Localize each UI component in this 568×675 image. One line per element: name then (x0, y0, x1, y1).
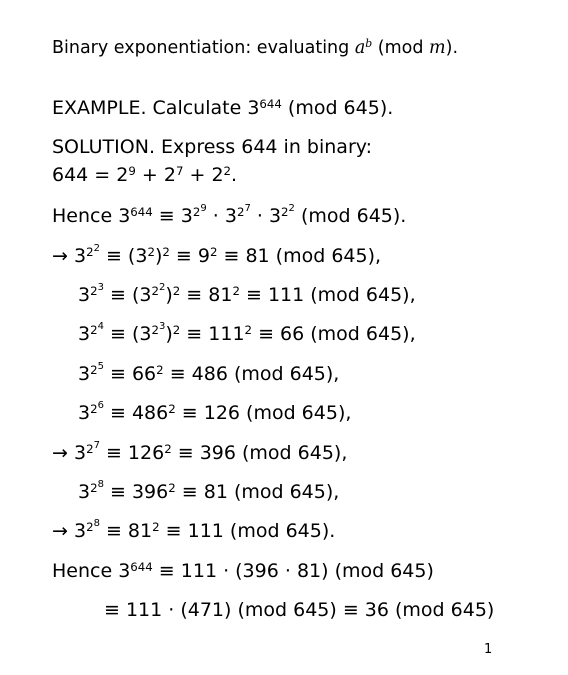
binary-exp: 2 (223, 163, 232, 178)
exponent: 2 (168, 401, 176, 416)
hence-text: · 3 (250, 205, 282, 227)
binary-term: 644 = 2 (52, 164, 129, 186)
hence-exp-nested: 9 (200, 203, 207, 215)
exponent: 2 (152, 519, 160, 534)
step-line (78, 480, 339, 504)
hence-text: · 3 (206, 205, 237, 227)
hence-text: ≡ 3 (152, 205, 193, 227)
math-term: 3 (78, 481, 91, 503)
arrow-marker: → (52, 245, 74, 267)
math-term: 3 (73, 520, 87, 542)
title-mod-open: (mod (372, 38, 430, 58)
exponent: 2 (244, 322, 253, 337)
exponent: 2 (162, 244, 170, 259)
hence-text: Hence 3 (52, 560, 131, 582)
final-result-line (104, 598, 494, 622)
hence-exp: 644 (130, 204, 153, 219)
math-term: ≡ 81 (mod 645), (217, 245, 382, 267)
binary-exp: 9 (128, 163, 136, 178)
exponent (193, 205, 207, 219)
math-term: ≡ 126 (99, 442, 165, 464)
solution-text: SOLUTION. Express 644 in binary: (52, 136, 373, 158)
exponent: 2 (93, 243, 100, 255)
hence-exp-nested: 7 (244, 203, 251, 215)
slide-title (52, 36, 458, 60)
step-line (78, 283, 416, 307)
exponent: 2 (232, 283, 240, 298)
binary-exp: 7 (175, 163, 184, 178)
step-line (78, 322, 416, 346)
exponent: 3 (97, 282, 104, 294)
exponent (237, 205, 251, 219)
example-exponent: 644 (259, 96, 282, 111)
step-line (52, 244, 381, 268)
math-term: 3 (73, 245, 87, 267)
math-term: 2 (90, 283, 98, 298)
arrow-marker: → (52, 442, 74, 464)
math-term: 3 (78, 363, 91, 385)
exponent (90, 402, 104, 416)
exponent: 8 (93, 518, 100, 530)
hence-exp: 2 (236, 204, 245, 219)
exponent (86, 245, 100, 259)
math-term: 2 (151, 283, 159, 298)
exponent (90, 323, 104, 337)
hence-exp-nested: 2 (288, 203, 295, 215)
math-term: ≡ (3 (103, 323, 152, 345)
math-term: 3 (78, 323, 91, 345)
example-text: EXAMPLE. Calculate 3 (52, 97, 260, 119)
binary-expansion-line (52, 163, 237, 187)
binary-term: . (231, 164, 238, 186)
title-mod-var: m (429, 38, 446, 58)
title-base: a (354, 38, 366, 58)
binary-term: + 2 (135, 164, 176, 186)
exponent: 2 (164, 441, 172, 456)
hence-line-1 (52, 204, 406, 228)
math-term: ≡ 111 (mod 645), (239, 284, 416, 306)
title-text: Binary exponentiation: evaluating (52, 38, 355, 58)
exponent (151, 284, 165, 298)
exponent: 2 (172, 322, 181, 337)
math-term: 2 (90, 322, 98, 337)
exponent: 2 (209, 244, 218, 259)
exponent (86, 442, 100, 456)
math-term: 2 (90, 401, 98, 416)
exponent (281, 205, 295, 219)
step-line (78, 401, 351, 425)
math-term: ≡ 9 (169, 245, 210, 267)
page-number: 1 (484, 642, 493, 657)
title-mod-close: ). (445, 38, 459, 58)
exponent: 3 (158, 321, 166, 333)
hence-exp: 2 (192, 204, 201, 219)
step-line (78, 362, 339, 386)
math-term: ≡ 486 (mod 645), (163, 363, 340, 385)
exponent: 2 (158, 282, 166, 294)
math-term: ≡ 81 (180, 284, 233, 306)
exponent: 2 (168, 480, 176, 495)
math-term: ≡ 111 (mod 645). (159, 520, 336, 542)
math-term: 3 (78, 402, 91, 424)
math-term: 2 (90, 480, 98, 495)
exponent (90, 481, 104, 495)
math-term: ≡ 126 (mod 645), (175, 402, 352, 424)
exponent (86, 520, 100, 534)
step-line (52, 519, 335, 543)
exponent: 2 (147, 244, 155, 259)
math-term: 3 (78, 284, 91, 306)
math-term: ≡ 66 (mod 645), (252, 323, 416, 345)
exponent: 7 (93, 440, 100, 452)
math-term: ≡ 81 (99, 520, 153, 542)
math-term: ≡ (3 (99, 245, 148, 267)
exponent: 8 (97, 479, 104, 491)
math-term: ≡ (3 (103, 284, 152, 306)
exponent: 2 (156, 362, 164, 377)
example-line (52, 96, 393, 120)
arrow-marker: → (52, 520, 74, 542)
math-term: 2 (86, 441, 94, 456)
exponent: 4 (97, 321, 104, 333)
math-term: 2 (86, 244, 94, 259)
exponent (90, 363, 104, 377)
step-line (52, 441, 347, 465)
math-term: ≡ 81 (mod 645), (175, 481, 340, 503)
final-text: ≡ 111 · (471) (mod 645) ≡ 36 (mod 645) (104, 599, 495, 621)
hence-line-2 (52, 559, 434, 583)
exponent: 5 (97, 361, 104, 373)
example-tail: (mod 645). (281, 97, 394, 119)
math-term: 2 (90, 362, 98, 377)
exponent: 2 (172, 283, 181, 298)
exponent: 6 (97, 400, 104, 412)
exponent (151, 323, 165, 337)
math-term: 2 (86, 519, 94, 534)
math-term: ≡ 111 (180, 323, 245, 345)
exponent (90, 284, 104, 298)
title-exponent: b (365, 37, 373, 51)
hence-exp: 2 (281, 204, 289, 219)
hence-text: (mod 645). (294, 205, 407, 227)
hence-exp: 644 (130, 559, 153, 574)
math-term: 2 (151, 322, 159, 337)
math-term: ) (165, 323, 173, 345)
math-term: ≡ 396 (mod 645), (171, 442, 348, 464)
hence-text: ≡ 111 · (396 · 81) (mod 645) (152, 560, 434, 582)
math-term: ≡ 486 (103, 402, 169, 424)
binary-term: + 2 (183, 164, 224, 186)
math-term: ) (165, 284, 173, 306)
solution-line (52, 135, 372, 159)
math-term: ≡ 396 (103, 481, 169, 503)
math-term: 3 (73, 442, 87, 464)
math-term: ) (154, 245, 163, 267)
hence-text: Hence 3 (52, 205, 131, 227)
math-term: ≡ 66 (103, 363, 157, 385)
